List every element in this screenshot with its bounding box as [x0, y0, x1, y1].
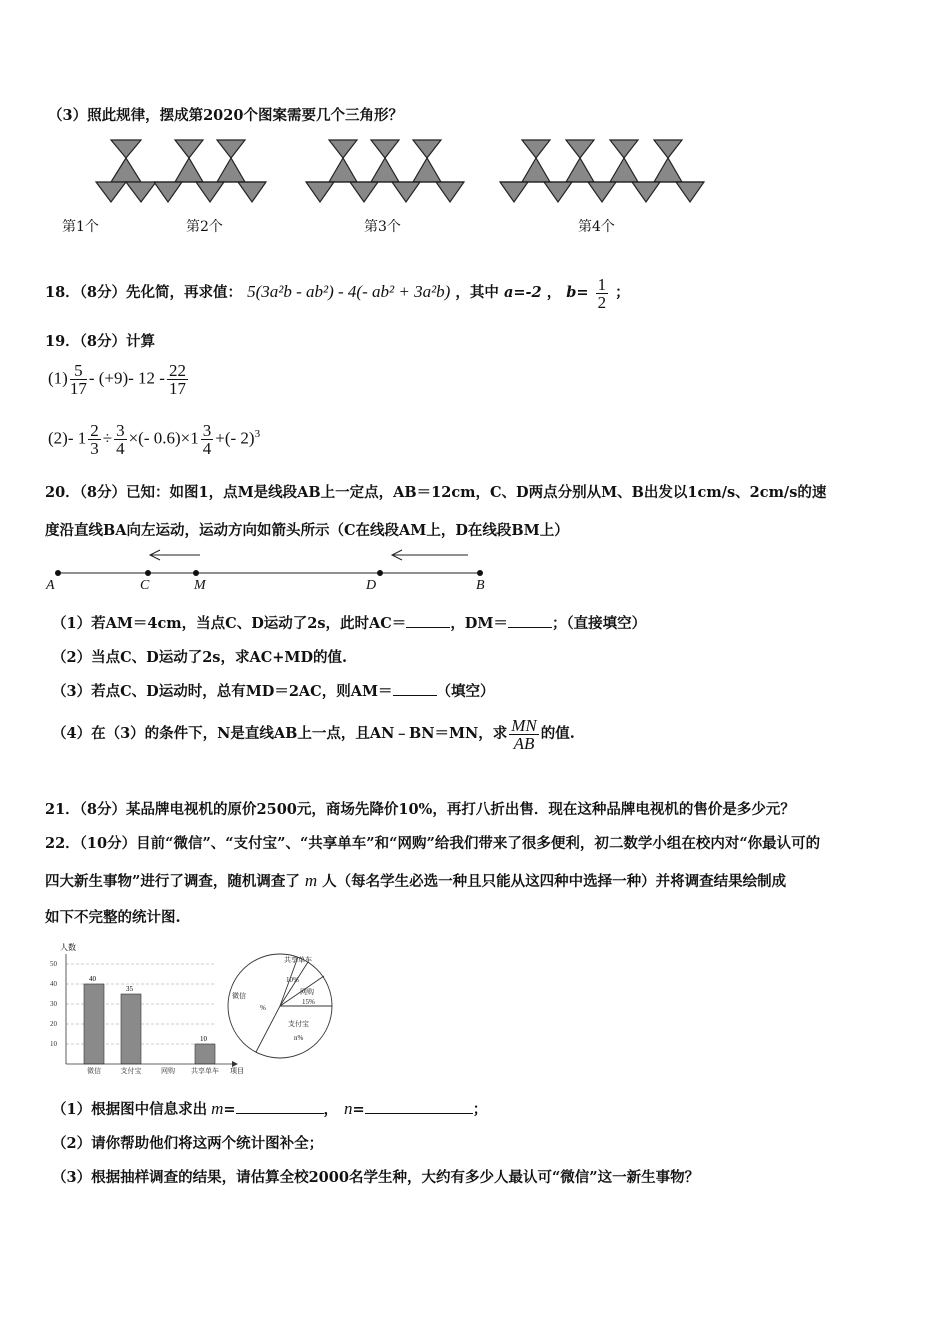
q19-part2	[48, 422, 260, 457]
bar-ytick-label: 40	[50, 980, 57, 988]
q19-p2-f3-den: 4	[202, 439, 212, 458]
q19-p2-mid: ×(- 0.6)×1	[128, 428, 199, 448]
q22-p3: （3）根据抽样调查的结果，请估算全校2000名学生种，大约有多少人最认可“微信”这一新生事物？	[52, 1169, 700, 1186]
pie-value-online: 15%	[302, 998, 315, 1006]
q19-p1-f1-den: 17	[69, 379, 87, 398]
q19-p2-f2-den: 4	[116, 439, 125, 458]
q18-a-value: a=-2	[503, 284, 542, 301]
q20-p1-blank2[interactable]	[508, 627, 552, 628]
q19-p2-pre: - 1	[67, 428, 87, 448]
bar-1	[121, 994, 141, 1064]
segment-figure	[40, 545, 500, 593]
q20-p4-fraction	[509, 717, 539, 752]
q19-p2-tag: (2)	[48, 428, 68, 448]
q18-cond: ，其中	[455, 284, 499, 301]
q19-p1-f1-num: 5	[70, 362, 87, 380]
caption-4: 第4个	[578, 219, 615, 235]
pattern-4	[500, 140, 704, 202]
q22-p1-text: （1）根据图中信息求出	[52, 1101, 208, 1118]
q18-sep: ，	[546, 284, 562, 301]
bar-value-label: 35	[126, 985, 133, 993]
q22-p1-m: m	[211, 1099, 224, 1118]
q19-p2-f3-num: 3	[202, 421, 212, 440]
q21: 21．（8分）某品牌电视机的原价2500元，商场先降价10%，再打八折出售．现在这种品牌电视机的售价是多少元？	[45, 801, 795, 818]
q20-p3-blank[interactable]	[393, 695, 437, 696]
q19-p2-exp: 3	[254, 427, 261, 440]
q19-p2-end: +(- 2)	[215, 428, 255, 448]
q19-p1-frac2	[167, 362, 188, 397]
point-b: B	[476, 578, 485, 593]
q18-label: 18．（8分）先化简，再求值：	[45, 284, 243, 301]
q19-p2-op1: ÷	[102, 428, 113, 448]
bar-category-label: 网购	[161, 1067, 175, 1075]
caption-1: 第1个	[62, 219, 99, 235]
pie-value-bike: 10%	[286, 976, 299, 984]
q22-p1-n: n	[344, 1099, 353, 1118]
q19-p1-mid: - (+9)- 12 -	[88, 368, 165, 388]
bar-xlabel: 项目	[230, 1067, 244, 1075]
bar-3	[195, 1044, 215, 1064]
q20-p1-text: （1）若AM＝4cm，当点C、D运动了2s，此时AC＝	[52, 615, 407, 632]
bar-value-label: 40	[89, 975, 96, 983]
q22-line2-a: 四大新生事物”进行了调查，随机调查了	[45, 873, 300, 890]
q22-line2-m: m	[304, 871, 318, 890]
bar-category-label: 共享单车	[191, 1067, 219, 1075]
pie-label-bike: 共享单车	[284, 956, 312, 964]
q19-p2-f1-den: 3	[90, 439, 99, 458]
q20-line2: 度沿直线BA向左运动，运动方向如箭头所示（C在线段AM上，D在线段BM上）	[45, 522, 569, 539]
q19-p2-frac3	[201, 422, 214, 457]
q22-p1-m-blank[interactable]	[236, 1113, 324, 1114]
q19-p1-frac1	[70, 362, 87, 397]
pattern-1	[96, 140, 156, 202]
q20-p1	[52, 612, 646, 633]
q20-p4-text: （4）在（3）的条件下，N是直线AB上一点，且AN﹣BN＝MN，求	[52, 725, 508, 742]
q20-p3	[52, 680, 495, 701]
point-c: C	[140, 578, 150, 593]
q20-p4-num: MN	[511, 715, 537, 735]
q18-expression: 5(3a²b - ab²) - 4(- ab² + 3a²b)	[247, 282, 451, 301]
pie-label-online: 网购	[300, 988, 314, 996]
bar-ytick-label: 50	[50, 960, 57, 968]
q19-p2-f1-num: 2	[90, 421, 99, 440]
bar-ytick-label: 10	[50, 1040, 57, 1048]
bar-0	[84, 984, 104, 1064]
q18	[45, 272, 630, 313]
bar-ytick-label: 30	[50, 1000, 57, 1008]
q20-p1-blank1[interactable]	[406, 627, 450, 628]
pie-value-alipay: n%	[294, 1034, 304, 1042]
pie-chart	[222, 948, 342, 1064]
q18-b-num: 1	[597, 274, 607, 294]
point-a: A	[46, 578, 55, 593]
pie-value-wechat: %	[260, 1004, 266, 1012]
q20-p3-text: （3）若点C、D运动时，总有MD＝2AC，则AM＝	[52, 683, 393, 700]
q19-p2-frac2	[114, 422, 127, 457]
caption-2: 第2个	[186, 219, 223, 235]
bar-ytick-label: 20	[50, 1020, 57, 1028]
bar-ylabel: 人数	[60, 943, 76, 952]
pie-label-wechat: 微信	[232, 992, 246, 1000]
q20-p2: （2）当点C、D运动了2s，求AC+MD的值.	[52, 649, 348, 666]
q22-p1	[52, 1098, 487, 1119]
q18-end: ；	[615, 284, 630, 301]
q19-p1-f2-den: 17	[168, 379, 186, 398]
triangle-pattern-figure	[40, 128, 720, 210]
q22-p1-n-blank[interactable]	[365, 1113, 473, 1114]
pattern-3	[306, 140, 464, 202]
q17-part3: （3）照此规律，摆成第2020个图案需要几个三角形？	[48, 107, 403, 124]
q19-p2-f2-num: 3	[116, 421, 125, 440]
q18-b-value: b=	[566, 284, 589, 301]
q22-p1-end: ；	[472, 1101, 488, 1118]
q19-part1	[48, 362, 190, 397]
q20-p4-end: 的值.	[540, 725, 575, 742]
q20-p4	[52, 716, 575, 752]
q22-line2	[45, 870, 786, 891]
q20-p1-end: ；（直接填空）	[551, 615, 647, 632]
caption-3: 第3个	[364, 219, 401, 235]
bar-value-label: 10	[200, 1035, 207, 1043]
q19-p2-frac1	[88, 422, 101, 457]
bar-category-label: 支付宝	[120, 1067, 142, 1075]
q22-p1-eq-m: =	[223, 1101, 236, 1118]
q19-label: 19．（8分）计算	[45, 333, 156, 350]
q22-p1-sep: ，	[323, 1101, 339, 1118]
q22-line3: 如下不完整的统计图.	[45, 909, 181, 926]
bar-category-label: 微信	[87, 1067, 101, 1075]
q22-line2-b: 人（每名学生必选一种且只能从这四种中选择一种）并将调查结果绘制成	[322, 873, 787, 890]
q18-b-den: 2	[597, 292, 607, 312]
q20-p4-den: AB	[513, 733, 535, 753]
pie-label-alipay: 支付宝	[288, 1020, 309, 1028]
q18-b-fraction	[596, 276, 609, 311]
point-d: D	[366, 578, 377, 593]
q20-p3-end: （填空）	[436, 683, 495, 700]
q20-p1-mid: ，DM＝	[450, 615, 508, 632]
q19-p1-tag: (1)	[48, 368, 68, 388]
q20-line1: 20．（8分）已知：如图1，点M是线段AB上一定点，AB＝12cm，C、D两点分别从M、B出发以1cm/s、2cm/s的速	[45, 484, 827, 501]
pattern-2	[154, 140, 266, 202]
q19-p1-f2-num: 22	[168, 361, 186, 380]
q22-p2: （2）请你帮助他们将这两个统计图补全；	[52, 1135, 324, 1152]
q22-line1: 22．（10分）目前“微信”、“支付宝”、“共享单车”和“网购”给我们带来了很多便利，初二数学小组在校内对“你最认可的	[45, 835, 821, 852]
q22-p1-eq-n: =	[352, 1101, 365, 1118]
point-m: M	[194, 578, 206, 593]
